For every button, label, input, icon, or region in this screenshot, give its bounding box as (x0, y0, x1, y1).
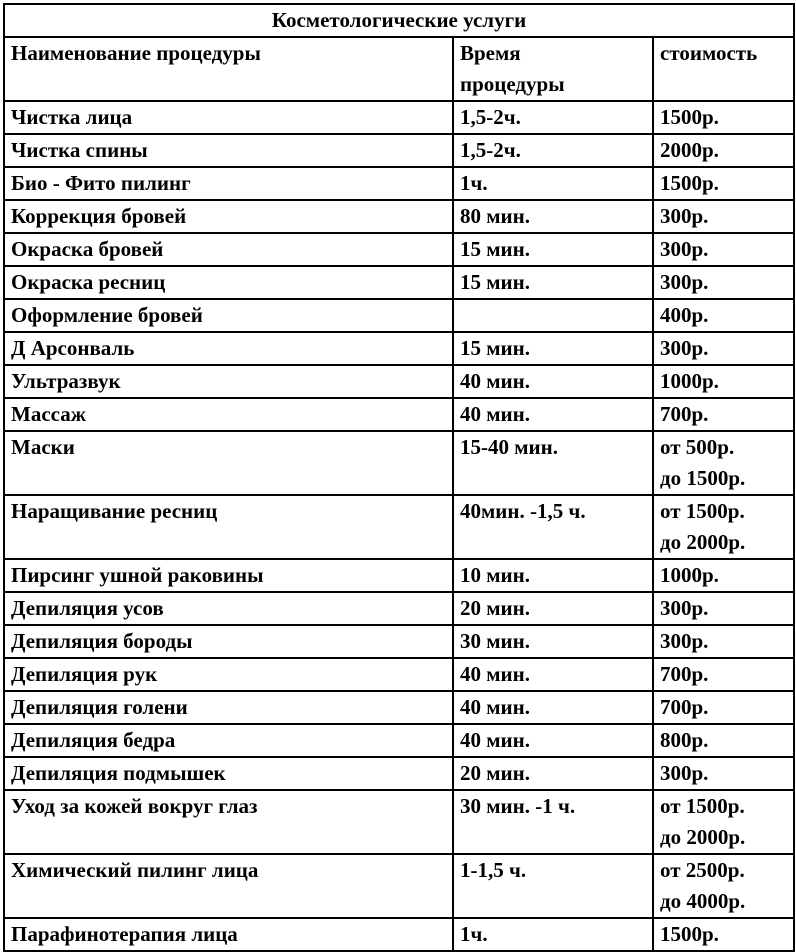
header-price: стоимость (653, 37, 794, 101)
procedure-name-cell: Химический пилинг лица (4, 854, 453, 918)
procedure-price-cell (653, 134, 794, 167)
procedure-name-cell: Оформление бровей (4, 299, 453, 332)
price-line: 2000р. (660, 138, 719, 162)
table-row (4, 495, 794, 559)
procedure-name-cell: Массаж (4, 398, 453, 431)
price-table-body (4, 4, 794, 951)
table-row (4, 757, 794, 790)
price-line: 300р. (660, 270, 709, 294)
price-line: 400р. (660, 303, 709, 327)
procedure-price-cell (653, 167, 794, 200)
table-row (4, 559, 794, 592)
procedure-price-cell (653, 918, 794, 951)
procedure-price-cell (653, 691, 794, 724)
procedure-price-cell (653, 266, 794, 299)
price-line: до 2000р. (660, 825, 746, 849)
table-row (4, 266, 794, 299)
price-line: до 1500р. (660, 466, 746, 490)
procedure-price-cell (653, 332, 794, 365)
table-row (4, 658, 794, 691)
price-line: 300р. (660, 761, 709, 785)
procedure-name-cell: Коррекция бровей (4, 200, 453, 233)
price-line: 300р. (660, 237, 709, 261)
price-line: от 500р. (660, 435, 735, 459)
table-row (4, 200, 794, 233)
procedure-price-cell (653, 658, 794, 691)
procedure-price-cell (653, 365, 794, 398)
procedure-name-cell: Чистка спины (4, 134, 453, 167)
procedure-time-cell: 1-1,5 ч. (453, 854, 653, 918)
procedure-time-cell: 1,5-2ч. (453, 101, 653, 134)
procedure-time-cell: 1ч. (453, 918, 653, 951)
procedure-name-cell: Био - Фито пилинг (4, 167, 453, 200)
procedure-price-cell (653, 757, 794, 790)
table-row (4, 790, 794, 854)
price-line: 700р. (660, 695, 709, 719)
price-line: 1000р. (660, 369, 719, 393)
procedure-price-cell (653, 101, 794, 134)
table-row (4, 398, 794, 431)
procedure-price-cell (653, 299, 794, 332)
procedure-time-cell: 20 мин. (453, 592, 653, 625)
procedure-time-cell: 20 мин. (453, 757, 653, 790)
header-procedure-name: Наименование процедуры (4, 37, 453, 101)
price-line: 300р. (660, 336, 709, 360)
table-row (4, 233, 794, 266)
header-time-line2: процедуры (460, 72, 565, 96)
table-row (4, 134, 794, 167)
table-row (4, 854, 794, 918)
procedure-price-cell (653, 398, 794, 431)
procedure-name-cell: Чистка лица (4, 101, 453, 134)
procedure-name-cell: Окраска бровей (4, 233, 453, 266)
price-line: до 4000р. (660, 889, 746, 913)
procedure-name-cell: Депиляция бороды (4, 625, 453, 658)
procedure-time-cell: 15 мин. (453, 332, 653, 365)
procedure-name-cell: Уход за кожей вокруг глаз (4, 790, 453, 854)
price-line: 300р. (660, 629, 709, 653)
table-row (4, 431, 794, 495)
procedure-price-cell (653, 592, 794, 625)
table-row (4, 918, 794, 951)
table-row (4, 365, 794, 398)
procedure-name-cell: Депиляция голени (4, 691, 453, 724)
procedure-time-cell: 40 мин. (453, 691, 653, 724)
procedure-name-cell: Ультразвук (4, 365, 453, 398)
procedure-time-cell: 30 мин. -1 ч. (453, 790, 653, 854)
procedure-time-cell: 40 мин. (453, 398, 653, 431)
procedure-time-cell: 40мин. -1,5 ч. (453, 495, 653, 559)
procedure-price-cell (653, 495, 794, 559)
price-line: от 1500р. (660, 794, 745, 818)
price-line: 1500р. (660, 171, 719, 195)
price-table (3, 3, 795, 952)
table-title-row (4, 4, 794, 37)
procedure-name-cell: Депиляция рук (4, 658, 453, 691)
procedure-price-cell (653, 200, 794, 233)
procedure-name-cell: Пирсинг ушной раковины (4, 559, 453, 592)
price-line: 300р. (660, 204, 709, 228)
procedure-time-cell: 15 мин. (453, 233, 653, 266)
procedure-time-cell: 15 мин. (453, 266, 653, 299)
price-line: 800р. (660, 728, 709, 752)
price-line: до 2000р. (660, 530, 746, 554)
procedure-price-cell (653, 233, 794, 266)
table-header-row (4, 37, 794, 101)
table-row (4, 625, 794, 658)
table-row (4, 299, 794, 332)
price-line: от 1500р. (660, 499, 745, 523)
table-title: Косметологические услуги (4, 4, 794, 37)
procedure-time-cell: 80 мин. (453, 200, 653, 233)
procedure-name-cell: Д Арсонваль (4, 332, 453, 365)
price-line: 1500р. (660, 105, 719, 129)
price-line: от 2500р. (660, 858, 745, 882)
procedure-time-cell: 1ч. (453, 167, 653, 200)
price-line: 700р. (660, 662, 709, 686)
procedure-name-cell: Депиляция усов (4, 592, 453, 625)
procedure-name-cell: Депиляция подмышек (4, 757, 453, 790)
price-line: 700р. (660, 402, 709, 426)
procedure-time-cell: 15-40 мин. (453, 431, 653, 495)
procedure-time-cell (453, 299, 653, 332)
procedure-name-cell: Наращивание ресниц (4, 495, 453, 559)
table-row (4, 167, 794, 200)
procedure-price-cell (653, 559, 794, 592)
table-row (4, 332, 794, 365)
table-row (4, 691, 794, 724)
procedure-price-cell (653, 724, 794, 757)
procedure-time-cell: 1,5-2ч. (453, 134, 653, 167)
header-procedure-time (453, 37, 653, 101)
procedure-price-cell (653, 790, 794, 854)
procedure-price-cell (653, 625, 794, 658)
procedure-price-cell (653, 431, 794, 495)
procedure-time-cell: 30 мин. (453, 625, 653, 658)
procedure-name-cell: Парафинотерапия лица (4, 918, 453, 951)
procedure-time-cell: 40 мин. (453, 365, 653, 398)
table-row (4, 592, 794, 625)
procedure-time-cell: 40 мин. (453, 724, 653, 757)
header-time-line1: Время (460, 41, 521, 65)
procedure-time-cell: 10 мин. (453, 559, 653, 592)
procedure-name-cell: Депиляция бедра (4, 724, 453, 757)
price-line: 1500р. (660, 922, 719, 946)
procedure-name-cell: Маски (4, 431, 453, 495)
price-line: 300р. (660, 596, 709, 620)
procedure-price-cell (653, 854, 794, 918)
procedure-name-cell: Окраска ресниц (4, 266, 453, 299)
table-row (4, 101, 794, 134)
price-line: 1000р. (660, 563, 719, 587)
table-row (4, 724, 794, 757)
procedure-time-cell: 40 мин. (453, 658, 653, 691)
